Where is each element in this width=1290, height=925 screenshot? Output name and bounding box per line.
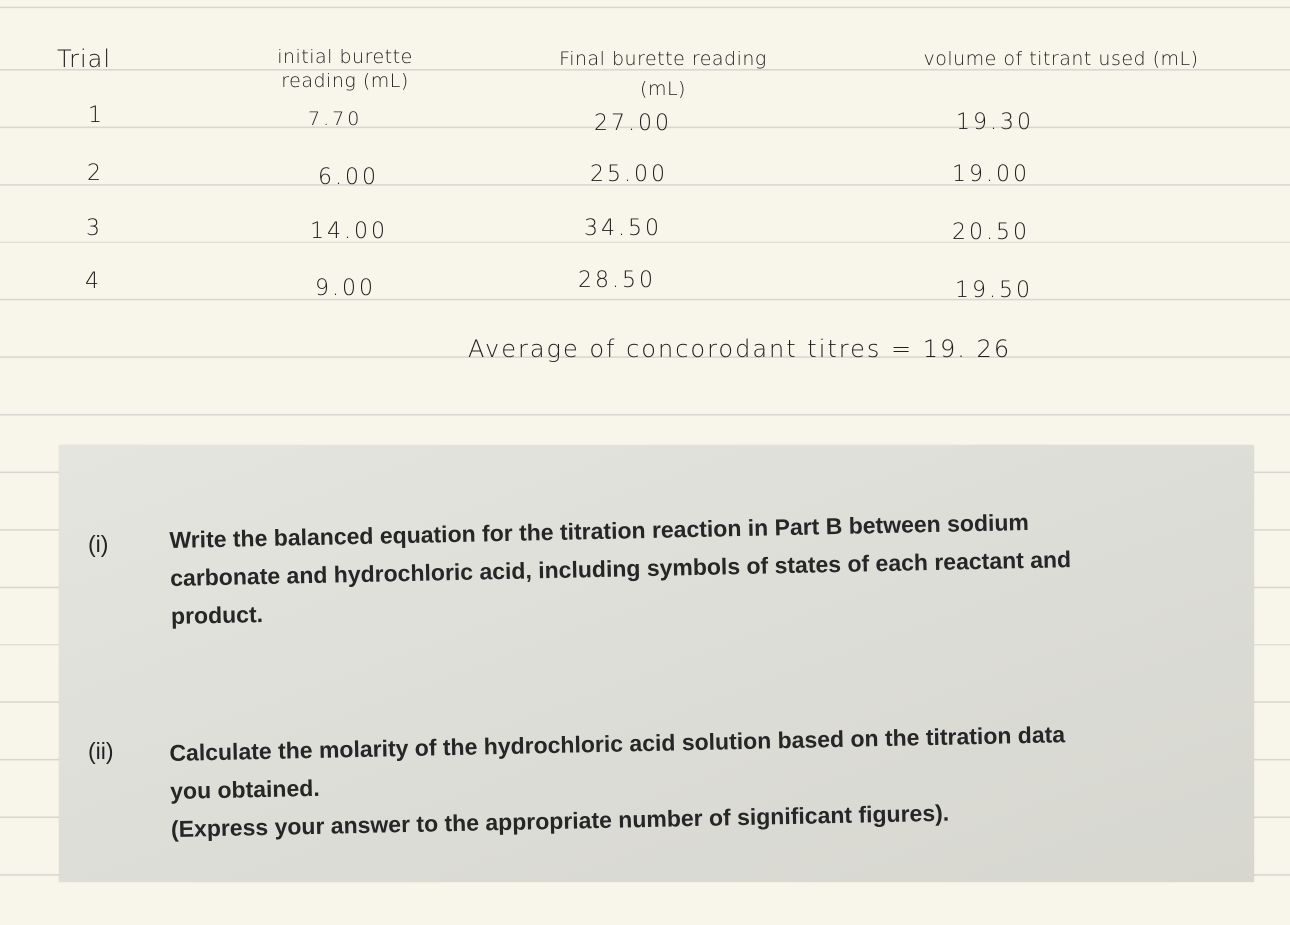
header-initial-line1: initial burette — [277, 46, 413, 68]
row-2-trial: 2 — [87, 161, 104, 186]
row-4-initial: 9.00 — [315, 276, 376, 301]
row-1-volume: 19.30 — [956, 110, 1034, 135]
question-2-line-1: Calculate the molarity of the hydrochloric acid solution based on the titration data — [169, 721, 1066, 766]
row-1-final: 27.00 — [594, 111, 672, 136]
row-2-volume: 19.00 — [952, 162, 1030, 187]
header-final-line1: Final burette reading — [559, 48, 767, 70]
row-1-trial: 1 — [88, 103, 105, 128]
average-titre: Average of concorodant titres = 19. 26 — [468, 335, 1012, 363]
row-3-final: 34.50 — [584, 216, 662, 241]
header-final-line2: (mL) — [640, 78, 686, 100]
row-3-trial: 3 — [86, 216, 103, 241]
row-3-initial: 14.00 — [310, 219, 388, 244]
row-4-final: 28.50 — [578, 268, 656, 293]
question-2-label: (ii) — [88, 738, 114, 764]
row-1-initial: 7.70 — [308, 108, 363, 130]
header-initial-line2: reading (mL) — [281, 70, 409, 92]
question-1-label: (i) — [88, 531, 109, 557]
row-3-volume: 20.50 — [952, 220, 1030, 245]
question-1-text — [169, 502, 1072, 635]
question-1-line-2: carbonate and hydrochloric acid, including symbols of states of each reactant and — [169, 546, 1072, 591]
question-1-line-1: Write the balanced equation for the titration reaction in Part B between sodium — [169, 508, 1030, 553]
question-1-line-3: product. — [170, 601, 264, 629]
question-2-line-2: you obtained. — [169, 774, 320, 804]
row-4-volume: 19.50 — [955, 278, 1033, 303]
header-trial: Trial — [57, 45, 112, 73]
row-2-final: 25.00 — [590, 162, 668, 187]
question-2-line-3: (Express your answer to the appropriate number of significant figures). — [170, 799, 950, 842]
header-volume: volume of titrant used (mL) — [923, 48, 1199, 70]
row-2-initial: 6.00 — [318, 165, 379, 190]
printed-question-sheet — [59, 445, 1254, 882]
question-2-text — [169, 715, 1067, 848]
row-4-trial: 4 — [85, 269, 102, 294]
